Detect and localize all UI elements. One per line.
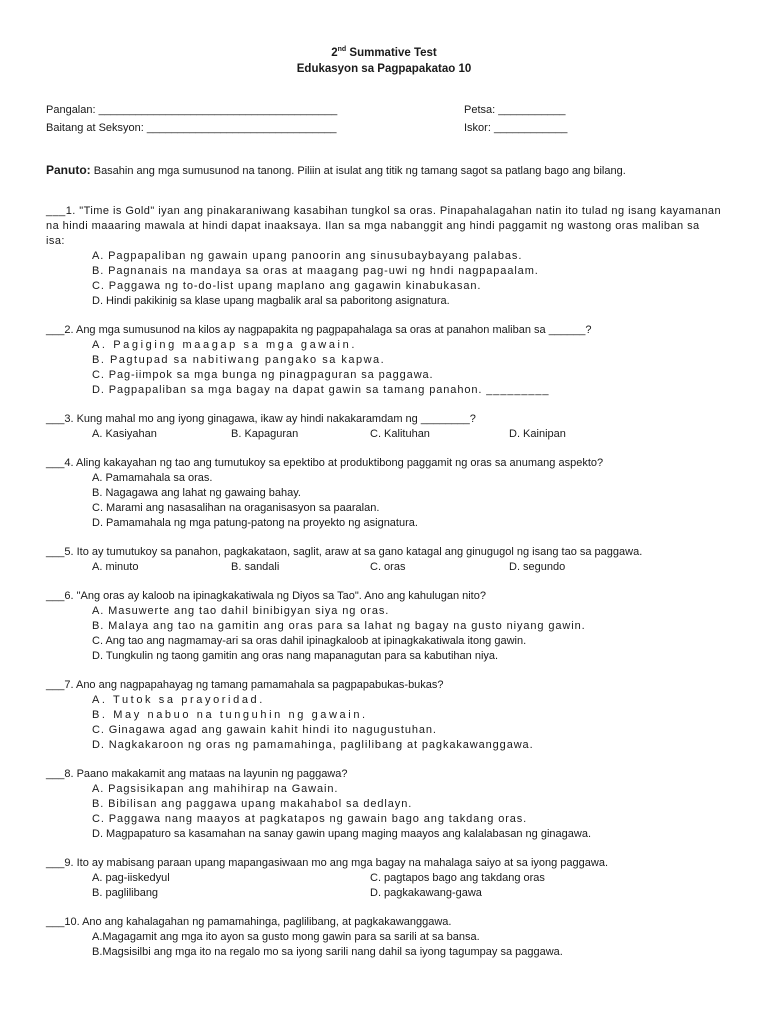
question-4 — [46, 456, 722, 531]
option-c: C. oras — [370, 561, 406, 573]
directions-text: Basahin ang mga sumusunod na tanong. Piliin at isulat ang titik ng tamang sagot sa patlang bago ang bilang. — [90, 165, 626, 177]
question-stem: ___7. Ano ang nagpapahayag ng tamang pamamahala sa pagpapabukas-bukas? — [46, 679, 444, 691]
option-a: A. Tutok sa prayoridad. — [92, 694, 265, 706]
question-stem: ___1. "Time is Gold" iyan ang pinakaraniwang kasabihan tungkol sa oras. Pinapahalagahan natin ito tulad ng isang kayamanan na hindi maaaring mawala at hindi dapat inaaksaya. Ilan sa mga nabanggit ang hindi paggamit ng wastong oras maliban sa isa: — [46, 205, 722, 247]
option-b: B.Magsisilbi ang mga ito na regalo mo sa iyong sarili nang dahil sa iyong tagumpay sa paggawa. — [92, 946, 563, 958]
option-c: C. pagtapos bago ang takdang oras — [370, 872, 545, 884]
options-grid — [92, 871, 722, 901]
option-a: A. Pagpapaliban ng gawain upang panoorin ang sinusubaybayang palabas. — [92, 250, 523, 262]
directions — [46, 161, 736, 180]
option-b: B. May nabuo na tunguhin ng gawain. — [92, 709, 368, 721]
option-b: B. Bibilisan ang paggawa upang makahabol sa dedlayn. — [92, 798, 413, 810]
question-stem: ___8. Paano makakamit ang mataas na layunin ng paggawa? — [46, 768, 348, 780]
question-6 — [46, 589, 722, 664]
question-1 — [46, 204, 722, 309]
question-stem: ___9. Ito ay mabisang paraan upang mapangasiwaan mo ang mga bagay na mahalaga saiyo at sa iyong paggawa. — [46, 857, 608, 869]
option-b: B. Malaya ang tao na gamitin ang oras para sa lahat ng bagay na gusto niyang gawin. — [92, 620, 586, 632]
option-d: D. pagkakawang-gawa — [370, 887, 482, 899]
question-stem: ___10. Ano ang kahalagahan ng pamamahinga, paglilibang, at pagkakawanggawa. — [46, 916, 452, 928]
question-10 — [46, 915, 722, 960]
options-row — [92, 427, 722, 442]
option-a: A. Kasiyahan — [92, 428, 157, 440]
option-a: A. Masuwerte ang tao dahil binibigyan siya ng oras. — [92, 605, 390, 617]
question-list — [46, 204, 722, 974]
option-b: B. Kapaguran — [231, 428, 299, 440]
question-stem: ___5. Ito ay tumutukoy sa panahon, pagkakataon, saglit, araw at sa gano katagal ang ginugugol ng isang tao sa paggawa. — [46, 546, 643, 558]
option-c: C. Ang tao ang nagmamay-ari sa oras dahil ipinagkaloob at ipinagkakatiwala itong gawin. — [92, 635, 527, 647]
option-d: D. Tungkulin ng taong gamitin ang oras nang mapanagutan para sa kabutihan niya. — [92, 650, 499, 662]
question-3 — [46, 412, 722, 442]
option-a: A. Pagsisikapan ang mahihirap na Gawain. — [92, 783, 339, 795]
option-c: C. Marami ang nasasalihan na oraganisasyon sa paaralan. — [92, 502, 380, 514]
grade-section-field[interactable]: Baitang at Seksyon: _______________________________ — [46, 122, 337, 134]
option-d: D. Pagpapaliban sa mga bagay na dapat gawin sa tamang panahon. _________ — [92, 384, 550, 396]
student-info-fields — [46, 101, 726, 137]
option-d: D. Pamamahala ng mga patung-patong na proyekto ng asignatura. — [92, 517, 418, 529]
name-field[interactable]: Pangalan: _______________________________________ — [46, 104, 338, 116]
option-c: C. Kalituhan — [370, 428, 430, 440]
score-field[interactable]: Iskor: ____________ — [464, 122, 568, 134]
option-d: D. Magpapaturo sa kasamahan na sanay gawin upang maging maayos ang kalalabasan ng ginagawa. — [92, 828, 592, 840]
option-c: C. Paggawa nang maayos at pagkatapos ng gawain bago ang takdang oras. — [92, 813, 528, 825]
question-stem: ___3. Kung mahal mo ang iyong ginagawa, ikaw ay hindi nakakaramdam ng ________? — [46, 413, 476, 425]
question-stem: ___6. "Ang oras ay kaloob na ipinagkakatiwala ng Diyos sa Tao". Ano ang kahulugan nito? — [46, 590, 486, 602]
directions-label: Panuto: — [46, 163, 91, 177]
question-8 — [46, 767, 722, 842]
option-d: D. Nagkakaroon ng oras ng pamamahinga, paglilibang at pagkakawanggawa. — [92, 739, 534, 751]
question-5 — [46, 545, 722, 575]
question-9 — [46, 856, 722, 901]
option-a: A. Pagiging maagap sa mga gawain. — [92, 339, 357, 351]
option-c: C. Pag-iimpok sa mga bunga ng pinagpaguran sa paggawa. — [92, 369, 434, 381]
option-a: A. pag-iiskedyul — [92, 872, 170, 884]
option-b: B. Nagagawa ang lahat ng gawaing bahay. — [92, 487, 301, 499]
test-title: 2nd Summative Test — [331, 46, 437, 59]
option-b: B. sandali — [231, 561, 280, 573]
option-d: D. Kainipan — [509, 428, 566, 440]
subject-title: Edukasyon sa Pagpapakatao 10 — [296, 62, 472, 75]
option-d: D. Hindi pakikinig sa klase upang magbalik aral sa paboritong asignatura. — [92, 295, 450, 307]
options-row — [92, 560, 722, 575]
option-b: B. paglilibang — [92, 887, 159, 899]
test-header — [0, 42, 768, 77]
date-field[interactable]: Petsa: ___________ — [464, 104, 566, 116]
option-d: D. segundo — [509, 561, 566, 573]
option-b: B. Pagtupad sa nabitiwang pangako sa kapwa. — [92, 354, 386, 366]
option-c: C. Ginagawa agad ang gawain kahit hindi ito nagugustuhan. — [92, 724, 437, 736]
question-7 — [46, 678, 722, 753]
option-c: C. Paggawa ng to-do-list upang maplano ang gagawin kinabukasan. — [92, 280, 482, 292]
question-stem: ___4. Aling kakayahan ng tao ang tumutukoy sa epektibo at produktibong paggamit ng oras sa anumang aspekto? — [46, 457, 604, 469]
option-b: B. Pagnanais na mandaya sa oras at maagang pag-uwi ng hndi nagpapaalam. — [92, 265, 539, 277]
question-2 — [46, 323, 722, 398]
option-a: A.Magagamit ang mga ito ayon sa gusto mong gawin para sa sarili at sa bansa. — [92, 931, 480, 943]
option-a: A. minuto — [92, 561, 139, 573]
question-stem: ___2. Ang mga sumusunod na kilos ay nagpapakita ng pagpapahalaga sa oras at panahon maliban sa ______? — [46, 324, 592, 336]
option-a: A. Pamamahala sa oras. — [92, 472, 213, 484]
